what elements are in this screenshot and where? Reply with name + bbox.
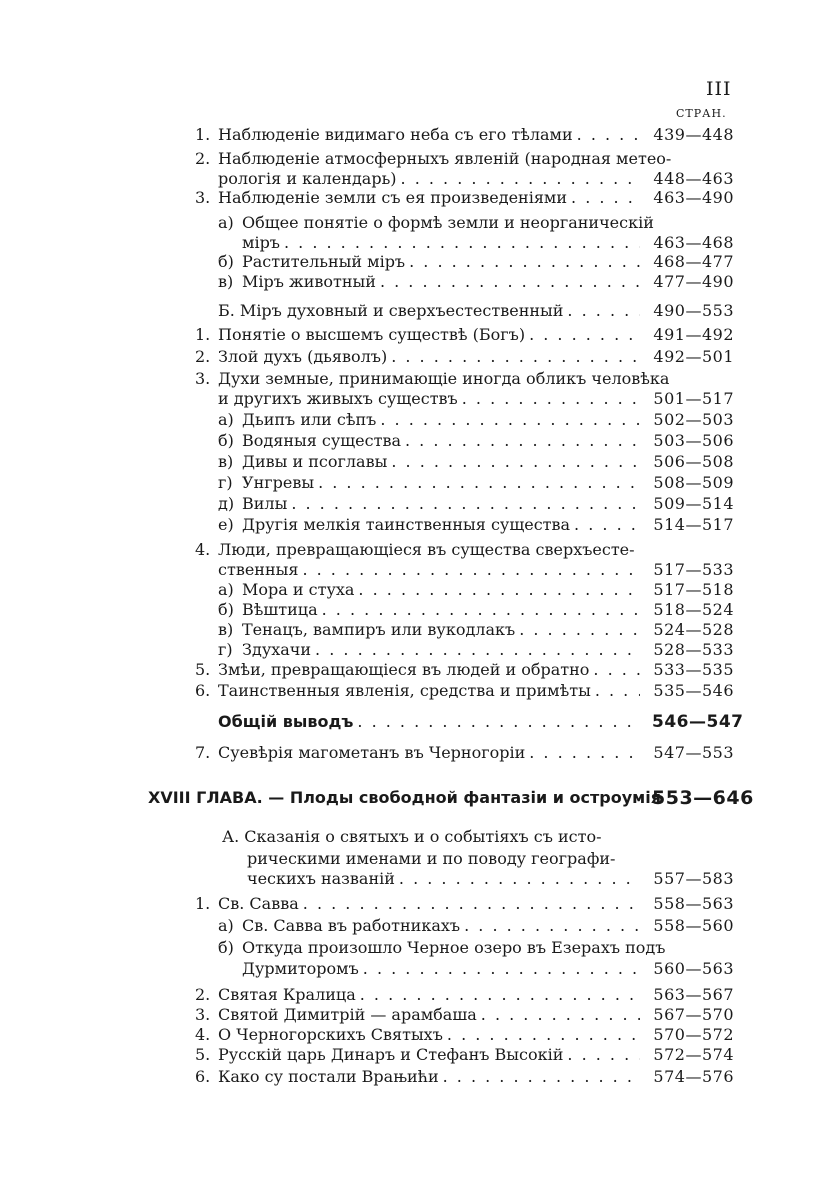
toc-entry-title: Общій выводъ [218, 712, 354, 731]
toc-entry [0, 937, 840, 959]
toc-entry-pages: 491—492 [653, 325, 734, 344]
toc-entry-title: Наблюденіе атмосферныхъ явленій (народная метео- [218, 149, 672, 168]
leader-dots [519, 619, 640, 641]
toc-entry-title-continuation: ственныя [218, 560, 299, 579]
toc-entry-pages: 546—547 [652, 712, 744, 732]
leader-dots [302, 559, 640, 581]
leader-dots [291, 493, 640, 515]
pages-column-header: СТРАН. [676, 107, 727, 120]
toc-entry-number: а) [218, 580, 234, 599]
toc-entry-number: 2. [195, 985, 211, 1004]
toc-entry-number: б) [218, 252, 234, 271]
toc-entry-pages: 477—490 [653, 272, 734, 291]
toc-entry-pages: 567—570 [653, 1005, 734, 1024]
leader-dots [399, 868, 640, 890]
toc-entry [0, 368, 840, 390]
toc-entry-pages: 517—518 [653, 580, 734, 599]
toc-entry-number: д) [218, 494, 235, 513]
toc-entry-continuation [0, 958, 840, 980]
leader-dots [595, 680, 640, 702]
toc-entry-pages: 501—517 [653, 389, 734, 408]
toc-entry-number: 2. [195, 149, 211, 168]
toc-entry-number: г) [218, 640, 233, 659]
toc-entry [0, 1004, 840, 1026]
leader-dots [357, 711, 640, 733]
toc-entry-pages: 557—583 [653, 869, 734, 888]
leader-dots [464, 915, 640, 937]
toc-entry-title: Здухачи [242, 640, 312, 659]
toc-entry-title: Наблюденіе земли съ ея произведеніями [218, 188, 568, 207]
leader-dots [571, 187, 640, 209]
leader-dots [405, 430, 640, 452]
toc-entry-number: 4. [195, 1025, 211, 1044]
leader-dots [391, 346, 640, 368]
toc-entry-title: Люди, превращающіеся въ существа сверхъесте- [218, 540, 635, 559]
toc-entry-pages: 570—572 [653, 1025, 734, 1044]
toc-entry [0, 1066, 840, 1088]
toc-entry-pages: 517—533 [653, 560, 734, 579]
toc-entry-number: а) [218, 213, 234, 232]
toc-entry-continuation [0, 868, 840, 890]
leader-dots [443, 1066, 640, 1088]
toc-entry-title: Суевѣрія магометанъ въ Черногоріи [218, 743, 526, 762]
toc-entry-title-continuation: рическими именами и по поводу географи- [247, 849, 616, 868]
toc-entry [0, 493, 840, 515]
leader-dots [363, 958, 640, 980]
leader-dots [360, 984, 640, 1006]
toc-entry-title-continuation: рологія и календарь) [218, 169, 397, 188]
toc-entry [0, 711, 840, 733]
toc-entry [0, 300, 840, 322]
toc-entry [0, 599, 840, 621]
toc-entry-number: 1. [195, 325, 211, 344]
toc-entry-pages: 490—553 [653, 301, 734, 320]
toc-entry-pages: 572—574 [653, 1045, 734, 1064]
toc-entry [0, 826, 840, 848]
toc-entry [0, 514, 840, 536]
toc-entry-title: Водяныя существа [242, 431, 401, 450]
leader-dots [567, 300, 640, 322]
toc-entry [0, 893, 840, 915]
toc-entry-number: 6. [195, 1067, 211, 1086]
toc-entry-title: Міръ животный [242, 272, 376, 291]
toc-entry-title: О Черногорскихъ Святыхъ [218, 1025, 443, 1044]
toc-entry [0, 451, 840, 473]
leader-dots [593, 659, 640, 681]
toc-entry-pages: 533—535 [653, 660, 734, 679]
toc-entry-pages: 468—477 [653, 252, 734, 271]
toc-entry-pages: 509—514 [653, 494, 734, 513]
toc-entry [0, 659, 840, 681]
toc-entry-title: Откуда произошло Черное озеро въ Езерахъ подъ [242, 938, 666, 957]
page-number: III [706, 78, 732, 100]
toc-entry-pages: 574—576 [653, 1067, 734, 1086]
toc-entry-number: в) [218, 452, 234, 471]
toc-entry-title: Наблюденіе видимаго неба съ его тѣлами [218, 125, 573, 144]
toc-entry-number: г) [218, 473, 233, 492]
toc-entry-pages: 503—506 [653, 431, 734, 450]
toc-entry [0, 324, 840, 346]
toc-entry-title: Вилы [242, 494, 288, 513]
toc-entry-title-continuation: Дурмиторомъ [242, 959, 359, 978]
toc-entry [0, 346, 840, 368]
leader-dots [577, 124, 640, 146]
toc-entry [0, 124, 840, 146]
leader-dots [529, 742, 640, 764]
toc-entry-pages: 553—646 [652, 787, 754, 809]
toc-entry-pages: 528—533 [653, 640, 734, 659]
toc-entry-title: Св. Савва въ работникахъ [242, 916, 461, 935]
leader-dots [322, 599, 640, 621]
toc-entry-pages: 439—448 [653, 125, 734, 144]
leader-dots [318, 472, 640, 494]
toc-entry-pages: 448—463 [653, 169, 734, 188]
toc-entry [0, 187, 840, 209]
toc-entry-number: 1. [195, 894, 211, 913]
toc-entry-title-continuation: и другихъ живыхъ существъ [218, 389, 458, 408]
toc-entry-title: Тенацъ, вампиръ или вукодлакъ [242, 620, 516, 639]
toc-entry [0, 472, 840, 494]
toc-entry-pages: 524—528 [653, 620, 734, 639]
leader-dots [529, 324, 640, 346]
leader-dots [391, 451, 640, 473]
toc-entry-number: б) [218, 431, 234, 450]
toc-entry-pages: 463—490 [653, 188, 734, 207]
toc-entry-number: 5. [195, 1045, 211, 1064]
toc-entry [0, 787, 840, 809]
toc-entry-continuation [0, 848, 840, 870]
toc-entry-number: е) [218, 515, 234, 534]
toc-entry-pages: 514—517 [653, 515, 734, 534]
leader-dots [409, 251, 640, 273]
toc-entry-pages: 463—468 [653, 233, 734, 252]
toc-entry-number: а) [218, 410, 234, 429]
toc-entry [0, 680, 840, 702]
toc-entry-title: Вѣштица [242, 600, 318, 619]
toc-entry-pages: 558—560 [653, 916, 734, 935]
toc-entry-pages: 508—509 [653, 473, 734, 492]
toc-entry-number: 6. [195, 681, 211, 700]
toc-entry-title: Святая Кралица [218, 985, 356, 1004]
toc-entry-title: Русскій царь Динаръ и Стефанъ Высокій [218, 1045, 564, 1064]
toc-entry-title: Унгревы [242, 473, 315, 492]
toc-entry-title: Растительный міръ [242, 252, 406, 271]
toc-entry-title: А. Сказанія о святыхъ и о событіяхъ съ исто- [222, 827, 602, 846]
toc-entry [0, 1024, 840, 1046]
toc-entry [0, 212, 840, 234]
toc-entry-number: 4. [195, 540, 211, 559]
toc-entry-number: в) [218, 272, 234, 291]
toc-entry-number: 1. [195, 125, 211, 144]
leader-dots [380, 409, 640, 431]
toc-entry-number: 7. [195, 743, 211, 762]
toc-entry [0, 1044, 840, 1066]
toc-entry-pages: 506—508 [653, 452, 734, 471]
toc-entry-number: 2. [195, 347, 211, 366]
toc-entry-pages: 492—501 [653, 347, 734, 366]
toc-entry-pages: 535—546 [653, 681, 734, 700]
toc-entry-title: XVIII ГЛАВА. — Плоды свободной фантазіи и остроумія [148, 788, 661, 807]
toc-entry-pages: 518—524 [653, 600, 734, 619]
toc-entry [0, 271, 840, 293]
toc-entry-title: Понятіе о высшемъ существѣ (Богъ) [218, 325, 526, 344]
toc-entry-pages: 502—503 [653, 410, 734, 429]
toc-entry-number: в) [218, 620, 234, 639]
toc-entry-title: Святой Димитрій — арамбаша [218, 1005, 477, 1024]
toc-entry-title: Како су постали Врањићи [218, 1067, 439, 1086]
toc-entry-title: Св. Савва [218, 894, 299, 913]
toc-entry-pages: 560—563 [653, 959, 734, 978]
toc-entry [0, 148, 840, 170]
toc-entry-continuation [0, 388, 840, 410]
toc-entry-number: б) [218, 938, 234, 957]
toc-entry-pages: 558—563 [653, 894, 734, 913]
toc-entry-number: а) [218, 916, 234, 935]
toc-entry-number: 5. [195, 660, 211, 679]
toc-entry-continuation [0, 559, 840, 581]
toc-entry-title-continuation: міръ [242, 233, 280, 252]
leader-dots [303, 893, 640, 915]
toc-entry-title: Змѣи, превращающіеся въ людей и обратно [218, 660, 590, 679]
toc-entry-number: 3. [195, 188, 211, 207]
toc-entry [0, 539, 840, 561]
leader-dots [567, 1044, 640, 1066]
toc-entry [0, 639, 840, 661]
toc-entry-number: б) [218, 600, 234, 619]
toc-entry-pages: 563—567 [653, 985, 734, 1004]
toc-entry-title: Другія мелкія таинственныя существа [242, 515, 571, 534]
toc-entry-title: Мора и стуха [242, 580, 355, 599]
toc-entry-title: Таинственныя явленія, средства и примѣты [218, 681, 591, 700]
toc-entry-title: Дьипъ или сѣпъ [242, 410, 377, 429]
leader-dots [462, 388, 640, 410]
toc-entry-title: Злой духъ (дьяволъ) [218, 347, 388, 366]
leader-dots [447, 1024, 640, 1046]
toc-entry [0, 430, 840, 452]
toc-entry-title: Духи земные, принимающіе иногда обликъ человѣка [218, 369, 670, 388]
leader-dots [358, 579, 640, 601]
toc-entry-title: Общее понятіе о формѣ земли и неорганическій [242, 213, 654, 232]
leader-dots [481, 1004, 640, 1026]
toc-entry-title-continuation: ческихъ названій [247, 869, 395, 888]
toc-entry [0, 915, 840, 937]
toc-entry [0, 409, 840, 431]
toc-entry-number: 3. [195, 1005, 211, 1024]
toc-entry-title: Дивы и псоглавы [242, 452, 388, 471]
leader-dots [574, 514, 640, 536]
leader-dots [380, 271, 640, 293]
toc-entry [0, 579, 840, 601]
toc-entry [0, 742, 840, 764]
toc-entry [0, 619, 840, 641]
leader-dots [315, 639, 640, 661]
toc-entry-title: Б. Міръ духовный и сверхъестественный [218, 301, 564, 320]
toc-entry-number: 3. [195, 369, 211, 388]
toc-entry [0, 984, 840, 1006]
toc-entry [0, 251, 840, 273]
toc-entry-pages: 547—553 [653, 743, 734, 762]
